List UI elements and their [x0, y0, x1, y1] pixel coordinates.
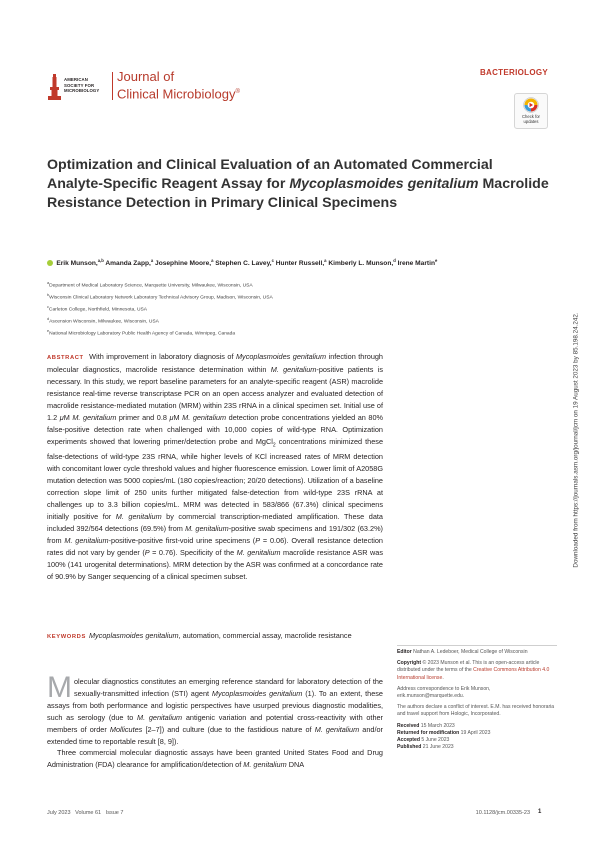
- date-returned: Returned for modification 19 April 2023: [397, 729, 491, 736]
- asm-logo-icon: [48, 74, 61, 100]
- check-for-updates-button[interactable]: [514, 93, 548, 129]
- journal-title[interactable]: Journal of Clinical Microbiology®: [117, 69, 240, 101]
- download-notice: Downloaded from https://journals.asm.org/journal/jcm on 19 August 2023 by 85.198.24.242.: [572, 312, 580, 568]
- correspondence[interactable]: Address correspondence to Erik Munson, erik.munson@marquette.edu.: [397, 685, 491, 700]
- license-link[interactable]: Creative Commons Attribution 4.0 International license: [397, 667, 550, 681]
- orcid-icon[interactable]: [47, 260, 53, 266]
- crossmark-icon: [523, 97, 539, 113]
- drop-cap: M: [47, 671, 72, 704]
- author[interactable]: Hunter Russell,$^a$: [275, 258, 327, 268]
- date-received: Received 15 March 2023: [397, 722, 455, 729]
- header-divider: [112, 72, 113, 100]
- keywords-label: KEYWORDS: [47, 634, 86, 640]
- section-label: BACTERIOLOGY: [479, 68, 548, 77]
- date-published: Published 21 June 2023: [397, 744, 454, 751]
- page-number: 1: [538, 809, 542, 815]
- author-list: [47, 258, 557, 267]
- author[interactable]: Stephen C. Lavey,$^c$: [215, 258, 274, 268]
- abstract: ABSTRACT With improvement in laboratory diagnosis of Mycoplasmoides genitalium infection through molecular diagnostics, macrolide resistance determination within M. genitalium-positive patients is necessary. In this study, we report baseline parameters for an analyte-specific reagent (ASR) macrolide resistance real-time reverse transcriptase PCR on an open access analyzer and evaluated detection of macrolide resistance-mediated mutation (MRM) within 23S rRNA in a clinical specimen set. Initial use of 1.2 μM M. genitalium primer and 0.8 μM M. genitalium detection probe concentrations yielded an 80% false-positive detection rate when challenged with 10,000 copies of wild-type RNA. Optimization experiments showed that lowering primer/detection probe and MgCl$_2$ concentrations minimized these false-detections of wild-type 23S rRNA, while higher levels of KCl increased rates of MRM detection with concomitant lower cycle threshold values and higher fluorescence emission. Lower limit of A2058G mutation detection was 5000 copies/mL (180 copies/reaction; 20/20 detections). Utilization of a baseline correction slope limit of 250 units further mitigated false-detection from wild-type 23S rRNA at challenges up to 3.3 billion copies/mL. MRM was detected in 583/866 (67.3%) clinical specimens initially positive for M. genitalium by commercial transcription-mediated amplification. These data included 392/564 detections (69.5%) from M. genitalium-positive swab specimens and 191/302 (63.2%) from M. genitalium-positive-positive first-void urine specimens (P = 0.06). Overall resistance detection rates did not vary by gender (P = 0.76). Specificity of the M. genitalium macrolide resistance ASR was 100% (141 urogenital determinations). MRM detection by the ASR was confirmed at a concordance rate of 90.9% by Sanger sequencing of a clinical specimen subset.: [47, 352, 384, 582]
- doi-link[interactable]: 10.1128/jcm.00335-23: [475, 810, 530, 816]
- author[interactable]: Erik Munson,$^{a,b}$: [56, 258, 104, 268]
- abstract-label: ABSTRACT: [47, 355, 84, 361]
- author[interactable]: Josephine Moore,$^a$: [155, 258, 214, 268]
- article-info-sidebar: [397, 645, 557, 751]
- affiliation: $^b$Wisconsin Clinical Laboratory Network Laboratory Technical Advisory Group, Madison, Wisconsin, USA: [47, 293, 273, 301]
- author[interactable]: Irene Martin$^e$: [397, 258, 438, 268]
- affiliation: $^c$Carleton College, Northfield, Minnesota, USA: [47, 305, 148, 313]
- article-title: Optimization and Clinical Evaluation of an Automated Commercial Analyte-Specific Reagent Assay for Mycoplasmoides genitalium Macrolide Resistance Detection in Primary Clinical Specimens: [47, 157, 549, 211]
- author[interactable]: Amanda Zapp,$^a$: [105, 258, 154, 268]
- issue-info: July 2023 Volume 61 Issue 7: [47, 810, 124, 816]
- check-for-updates-label: Check for updates: [522, 114, 540, 124]
- affiliation: $^d$Ascension Wisconsin, Milwaukee, Wisconsin, USA: [47, 317, 159, 325]
- author[interactable]: Kimberly L. Munson,$^d$: [328, 258, 396, 268]
- conflict-statement: The authors declare a conflict of interest. E.M. has received honoraria and travel support from Hologic, Incorporated.: [397, 704, 555, 718]
- copyright-info: Copyright © 2023 Munson et al. This is an open-access article distributed under the terms of the Creative Commons Attribution 4.0 International license.: [397, 660, 550, 681]
- affiliation: $^a$Department of Medical Laboratory Science, Marquette University, Milwaukee, Wisconsin, USA: [47, 281, 253, 289]
- keyword[interactable]: Mycoplasmoides genitalium: [88, 631, 179, 640]
- affiliation: $^e$National Microbiology Laboratory Public Health Agency of Canada, Winnipeg, Canada: [47, 329, 236, 337]
- editor-info: Editor Nathan A. Ledeboer, Medical College of Wisconsin: [397, 649, 528, 655]
- date-accepted: Accepted 5 June 2023: [397, 737, 450, 744]
- body-text: Molecular diagnostics constitutes an emerging reference standard for laboratory detection of the sexually-transmitted infection (STI) agent Mycoplasmoides genitalium (1). To an extent, these assays from both performance and logistic perspectives have usurped previous diagnostic modalities, such as serology (due to M. genitalium antigenic variation and potential cross-reactivity with other members of order Mollicutes [2–7]) and culture (due to the fastidious nature of M. genitalium and/or extended time to reportable result [8, 9]). Three commercial molecular diagnostic assays have been granted United States Food and Drug Administration (FDA) clearance for amplification/detection of M. genitalium DNA: [47, 671, 383, 770]
- society-name: AMERICAN SOCIETY FOR MICROBIOLOGY: [64, 77, 100, 94]
- keywords: KEYWORDS Mycoplasmoides genitalium, automation, commercial assay, macrolide resistance: [47, 631, 352, 640]
